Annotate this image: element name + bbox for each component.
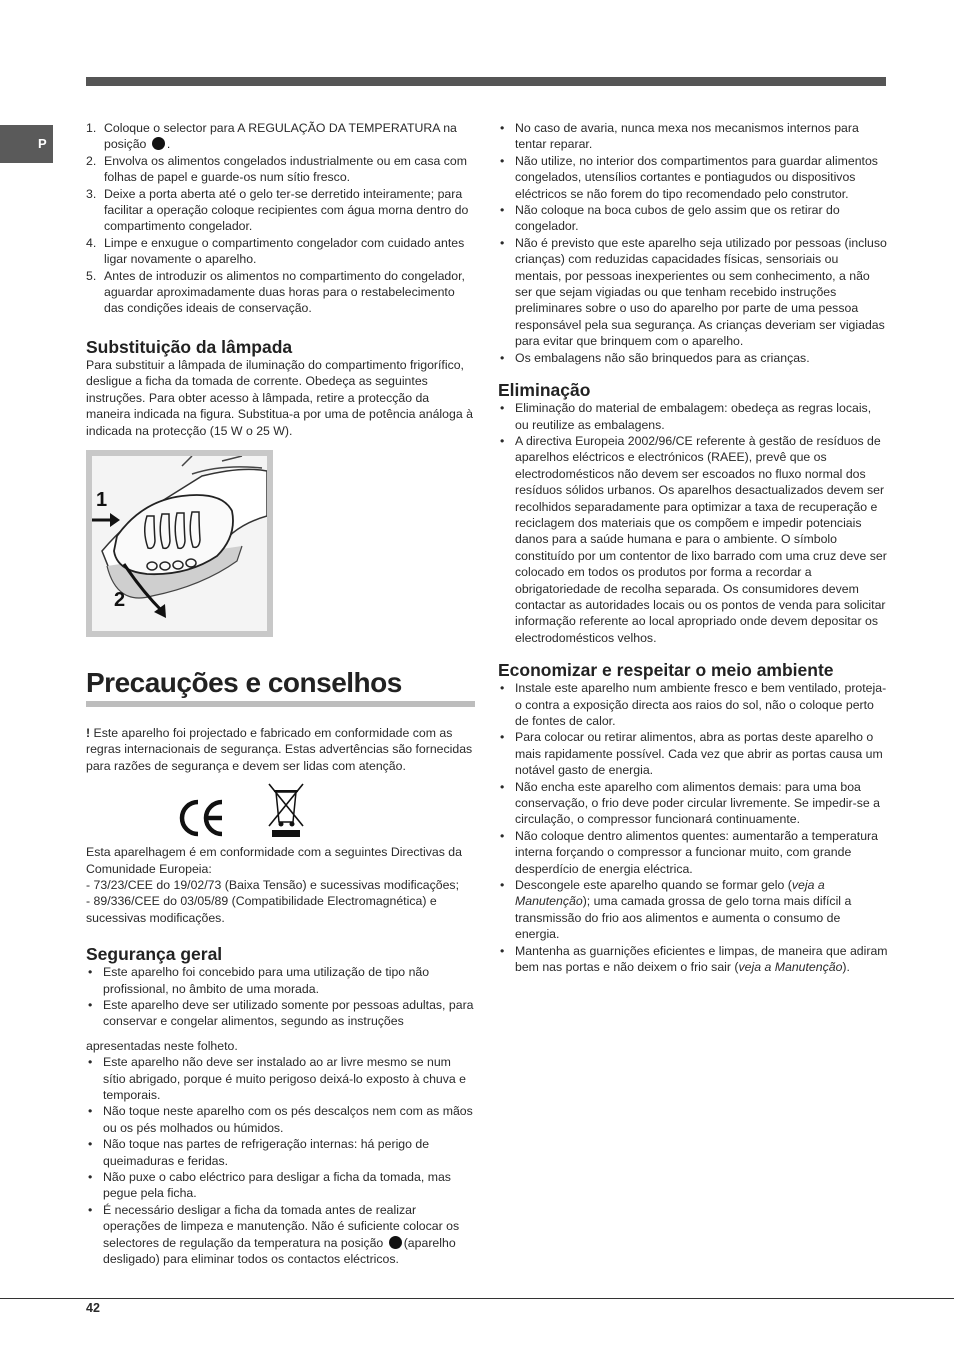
economy-heading: Economizar e respeitar o meio ambiente: [498, 660, 834, 681]
off-position-icon: [389, 1236, 402, 1249]
economy-list: [498, 680, 888, 975]
list-item: • No caso de avaria, nunca mexa nos mecanismos internos para tentar reparar.: [498, 120, 888, 153]
title-underline: [86, 701, 475, 707]
precautions-intro: ! Este aparelho foi projectado e fabricado em conformidade com as regras internacionais de segurança. Estas advertências são fornecidas para razões de segurança e devem ser lidas com atenção.: [86, 725, 473, 773]
language-tab: P: [0, 125, 53, 163]
defrost-steps: [86, 120, 476, 317]
list-item: • Não toque neste aparelho com os pés descalços nem com as mãos ou os pés molhados ou húmidos.: [86, 1103, 476, 1136]
list-item: • Não utilize, no interior dos compartimentos para guardar alimentos congelados, utensílios cortantes e pontiagudos ou dispositivos eléctricos se não forem do tipo recomendado pelo construtor.: [498, 153, 888, 202]
safety-list-a: [86, 964, 476, 1030]
precautions-list: [498, 120, 888, 366]
ce-mark-icon: [176, 798, 226, 838]
footer-rule: [0, 1298, 954, 1299]
list-item: • Não encha este aparelho com alimentos demais: para uma boa conservação, o frio deve poder circular livremente. Se impedir-se a circulação, o compressor funcionará continuamente.: [498, 779, 888, 828]
list-item: • Este aparelho foi concebido para uma utilização de tipo não profissional, no âmbito de uma morada.: [86, 964, 476, 997]
left-column: [86, 120, 476, 1267]
list-item: • Eliminação do material de embalagem: obedeça as regras locais, ou reutilize as embalagens.: [498, 400, 888, 433]
weee-bin-icon: [266, 782, 306, 838]
list-item: • Para colocar ou retirar alimentos, abra as portas deste aparelho o mais rapidamente possível. Cada vez que abrir as portas causa um notável gasto de energia.: [498, 729, 888, 778]
step-item: 2. Envolva os alimentos congelados industrialmente ou em casa com folhas de papel e guarde-os num sítio fresco.: [86, 153, 467, 185]
lamp-figure: [86, 450, 273, 637]
list-item: • Não toque nas partes de refrigeração internas: há perigo de queimaduras e feridas.: [86, 1136, 476, 1169]
list-item: • É necessário desligar a ficha da tomada antes de realizar operações de limpeza e manutenção. Não é suficiente colocar os selectores de regulação da temperatura na posição (aparelho desligado) para eliminar todos os contactos eléctricos.: [86, 1202, 476, 1268]
list-item: • A directiva Europeia 2002/96/CE referente à gestão de resíduos de aparelhos eléctricos e electrónicos (RAEE), prevê que os electrodomésticos não devem ser escoados no fluxo normal dos resíduos sólidos urbanos. Os aparelhos desactualizados devem ser recolhidos separadamente para optimizar a taxa de recuperação e reciclagem dos materiais que os compõem e impedir potenciais danos para a saúde humana e para o ambiente. O símbolo constituído por um contentor de lixo barrado com uma cruz deve ser colocado em todos os produtos por forma a recordar a obrigatoriedade de recolha separada. Os consumidores devem contactar as autoridades locais ou os pontos de venda para solicitar informação referente ao local apropriado onde devem depositar os electrodomésticos velhos.: [498, 433, 888, 646]
directives-text: Esta aparelhagem é em conformidade com a seguintes Directivas da Comunidade Europeia: - 73/23/CEE do 19/02/73 (Baixa Tensão) e sucessivas modificações; - 89/336/CEE do 03/05/89 (Compatibilidade Electromagnética) e sucessivas modificações.: [86, 845, 462, 925]
list-item: • Mantenha as guarnições eficientes e limpas, de maneira que adiram bem nas portas e não deixem o frio sair (veja a Manutenção).: [498, 943, 888, 976]
figure-label-2: 2: [114, 588, 126, 611]
off-position-icon: [152, 137, 165, 150]
maintenance-reference: veja a Manutenção: [515, 878, 825, 909]
step-item: 4. Limpe e enxugue o compartimento congelador com cuidado antes ligar novamente o aparelho.: [86, 235, 465, 267]
lamp-heading: Substituição da lâmpada: [86, 336, 293, 357]
list-item: • Instale este aparelho num ambiente fresco e bem ventilado, proteja-o contra a exposição directa aos raios do sol, não o coloque perto de fontes de calor.: [498, 680, 888, 729]
safety-heading: Segurança geral: [86, 944, 223, 965]
step-item: 3. Deixe a porta aberta até o gelo ter-se derretido inteiramente; para facilitar a operação coloque recipientes com água morna dentro do compartimento congelador.: [86, 186, 469, 234]
list-item: • Este aparelho não deve ser instalado ao ar livre mesmo se num sítio abrigado, porque é muito perigoso deixá-lo exposto à chuva e temporais.: [86, 1054, 476, 1103]
top-rule: [86, 77, 886, 86]
step-item: 5. Antes de introduzir os alimentos no compartimento do congelador, aguardar aproximadamente duas horas para o restabelecimento das condições ideais de conservação.: [86, 268, 465, 316]
disposal-list: [498, 400, 888, 646]
safety-continuation: apresentadas neste folheto.: [86, 1038, 238, 1053]
figure-label-1: 1: [96, 488, 108, 511]
lamp-cover-illustration: [92, 456, 267, 631]
page-number: 42: [86, 1301, 100, 1315]
certification-marks: [176, 782, 476, 838]
list-item: • Este aparelho deve ser utilizado somente por pessoas adultas, para conservar e congelar alimentos, segundo as instruções: [86, 997, 476, 1030]
safety-list-b: [86, 1054, 476, 1267]
lamp-body: Para substituir a lâmpada de iluminação do compartimento frigorífico, desligue a ficha da tomada de corrente. Obedeça as seguintes instruções. Para obter acesso à lâmpada, retire a protecção da maneira indicada na figura. Substitua-a por uma de potência análoga à indicada na protecção (15 W o 25 W).: [86, 357, 473, 438]
disposal-heading: Eliminação: [498, 380, 591, 401]
list-item: • Descongele este aparelho quando se formar gelo (veja a Manutenção); uma camada grossa de gelo torna mais difícil a transmissão do frio aos alimentos e aumenta o consumo de energia.: [498, 877, 888, 943]
list-item: • Os embalagens não são brinquedos para as crianças.: [498, 350, 888, 366]
list-item: • Não coloque dentro alimentos quentes: aumentarão a temperatura interna forçando o compressor a funcionar muito, com grande desperdício de energia eléctrica.: [498, 828, 888, 877]
list-item: • Não puxe o cabo eléctrico para desligar a ficha da tomada, mas pegue pela ficha.: [86, 1169, 476, 1202]
maintenance-reference: veja a Manutenção: [738, 960, 843, 975]
right-column: [498, 120, 888, 976]
list-item: • Não é previsto que este aparelho seja utilizado por pessoas (incluso crianças) com reduzidas capacidades físicas, sensoriais ou mentais, por pessoas inexperientes ou sem conhecimento, a não ser que sejam vigiadas ou que tenham recebido instruções preliminares sobre o uso do aparelho por parte de uma pessoa responsável pela sua segurança. As crianças deveriam ser vigiadas para evitar que brinquem com o aparelho.: [498, 235, 888, 350]
precautions-title: Precauções e conselhos: [86, 666, 402, 698]
step-item: 1. Coloque o selector para A REGULAÇÃO DA TEMPERATURA na posição .: [86, 121, 457, 152]
list-item: • Não coloque na boca cubos de gelo assim que os retirar do congelador.: [498, 202, 888, 235]
